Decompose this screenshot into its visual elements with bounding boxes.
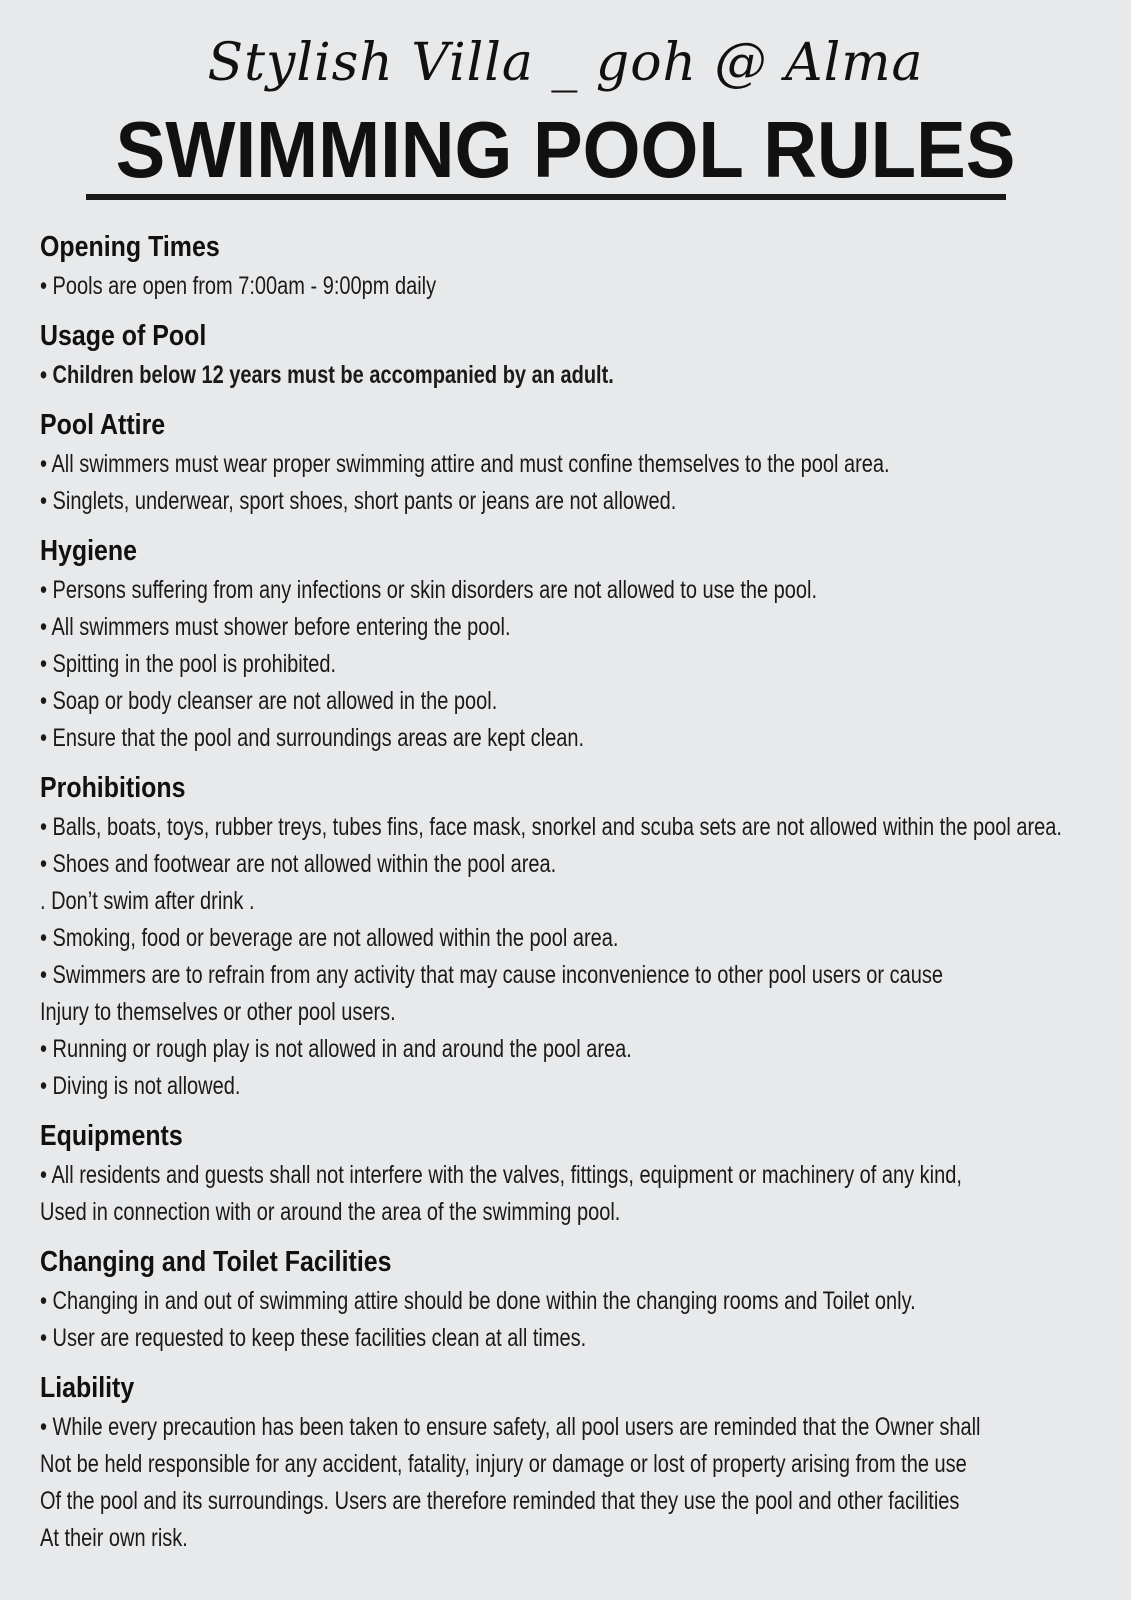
rule-line: • Balls, boats, toys, rubber treys, tubes fins, face mask, snorkel and scuba sets are not allowed within the pool area. — [40, 813, 1062, 841]
rule-line: • All swimmers must wear proper swimming attire and must confine themselves to the pool area. — [40, 450, 890, 478]
section-opening-times — [40, 226, 1100, 305]
rule-line: • Shoes and footwear are not allowed within the pool area. — [40, 850, 557, 878]
rule-line: • Changing in and out of swimming attire should be done within the changing rooms and Toilet only. — [40, 1287, 916, 1315]
section-heading: Liability — [40, 1372, 135, 1404]
page-title: SWIMMING POOL RULES — [115, 105, 1016, 194]
rule-line: Used in connection with or around the area of the swimming pool. — [40, 1198, 621, 1226]
section-liability — [40, 1367, 1100, 1557]
section-heading: Usage of Pool — [40, 320, 207, 352]
title-divider — [86, 194, 1006, 200]
villa-name-title: Stylish Villa _ goh @ Alma — [207, 33, 924, 93]
rule-line: Injury to themselves or other pool users. — [40, 998, 396, 1026]
rule-line: At their own risk. — [40, 1524, 188, 1552]
section-hygiene — [40, 530, 1100, 757]
rule-line: • All residents and guests shall not interfere with the valves, fittings, equipment or machinery of any kind, — [40, 1161, 962, 1189]
rule-line: • Running or rough play is not allowed in and around the pool area. — [40, 1035, 632, 1063]
rule-line: • Singlets, underwear, sport shoes, short pants or jeans are not allowed. — [40, 487, 677, 515]
rule-line: Of the pool and its surroundings. Users are therefore reminded that they use the pool and other facilities — [40, 1487, 960, 1515]
section-heading: Prohibitions — [40, 772, 186, 804]
section-heading: Equipments — [40, 1120, 183, 1152]
rule-line: • While every precaution has been taken to ensure safety, all pool users are reminded that the Owner shall — [40, 1413, 981, 1441]
rule-line: • Persons suffering from any infections or skin disorders are not allowed to use the pool. — [40, 576, 818, 604]
rule-line: • Children below 12 years must be accompanied by an adult. — [40, 361, 614, 389]
rule-line: • User are requested to keep these facilities clean at all times. — [40, 1324, 587, 1352]
section-changing-toilet-facilities — [40, 1241, 1100, 1357]
rule-line: Not be held responsible for any accident, fatality, injury or damage or lost of property arising from the use — [40, 1450, 967, 1478]
section-pool-attire — [40, 404, 1100, 520]
rule-line: • Pools are open from 7:00am - 9:00pm daily — [40, 272, 437, 300]
section-heading: Opening Times — [40, 231, 220, 263]
section-heading: Pool Attire — [40, 409, 166, 441]
rule-line: • Smoking, food or beverage are not allowed within the pool area. — [40, 924, 619, 952]
rules-content — [40, 226, 1100, 1567]
section-heading: Hygiene — [40, 535, 138, 567]
section-prohibitions — [40, 767, 1100, 1105]
section-equipments — [40, 1115, 1100, 1231]
section-heading: Changing and Toilet Facilities — [40, 1246, 392, 1278]
rule-line: • Ensure that the pool and surroundings areas are kept clean. — [40, 724, 585, 752]
rule-line: • Swimmers are to refrain from any activity that may cause inconvenience to other pool users or cause — [40, 961, 943, 989]
section-usage-of-pool — [40, 315, 1100, 394]
rule-line: • Spitting in the pool is prohibited. — [40, 650, 337, 678]
rule-line: . Don’t swim after drink . — [40, 887, 255, 915]
rule-line: • Soap or body cleanser are not allowed in the pool. — [40, 687, 498, 715]
rule-line: • All swimmers must shower before entering the pool. — [40, 613, 511, 641]
rule-line: • Diving is not allowed. — [40, 1072, 241, 1100]
